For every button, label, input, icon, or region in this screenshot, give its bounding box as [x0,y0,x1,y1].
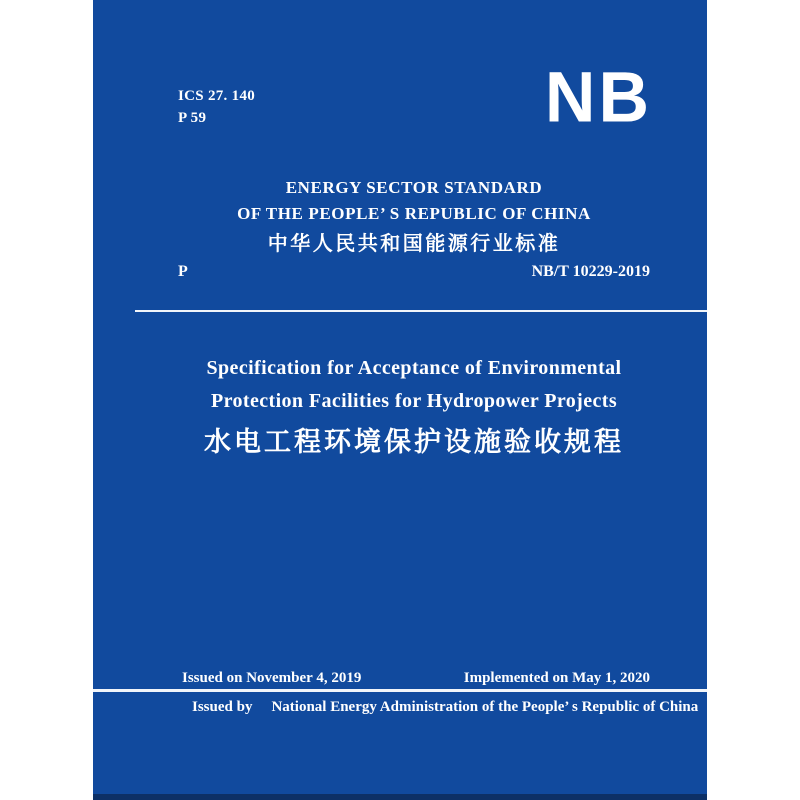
issued-by-row [192,699,698,715]
standard-cover [93,0,707,800]
issued-on-date: Issued on November 4, 2019 [182,670,362,686]
cover-bottom-edge [93,794,707,800]
document-title-block [178,352,650,459]
class-letter: P [178,263,188,280]
standard-name-en-line2: OF THE PEOPLE’ S REPUBLIC OF CHINA [237,204,591,223]
header-divider-rule [135,310,707,312]
issued-by-value: National Energy Administration of the People’ s Republic of China [271,699,699,715]
ics-code: ICS 27. 140 [178,88,256,104]
document-title-en-line2: Protection Facilities for Hydropower Projects [210,390,618,412]
document-title-en-line1: Specification for Acceptance of Environmental [206,357,622,379]
class-and-code-row [178,263,650,281]
standard-header-block [178,175,650,257]
issued-by-label: Issued by [192,699,253,715]
document-title-zh: 水电工程环境保护设施验收规程 [204,427,624,457]
ics-classification-block [178,85,255,129]
dates-row [182,670,650,686]
nb-logo: NB [544,57,652,137]
standard-code: NB/T 10229-2019 [531,263,650,280]
footer-divider-rule [93,689,707,692]
china-doc-class-code: P 59 [178,110,207,126]
implemented-on-date: Implemented on May 1, 2020 [463,670,650,686]
standard-name-zh: 中华人民共和国能源行业标准 [267,233,561,255]
standard-name-en-line1: ENERGY SECTOR STANDARD [285,178,543,197]
